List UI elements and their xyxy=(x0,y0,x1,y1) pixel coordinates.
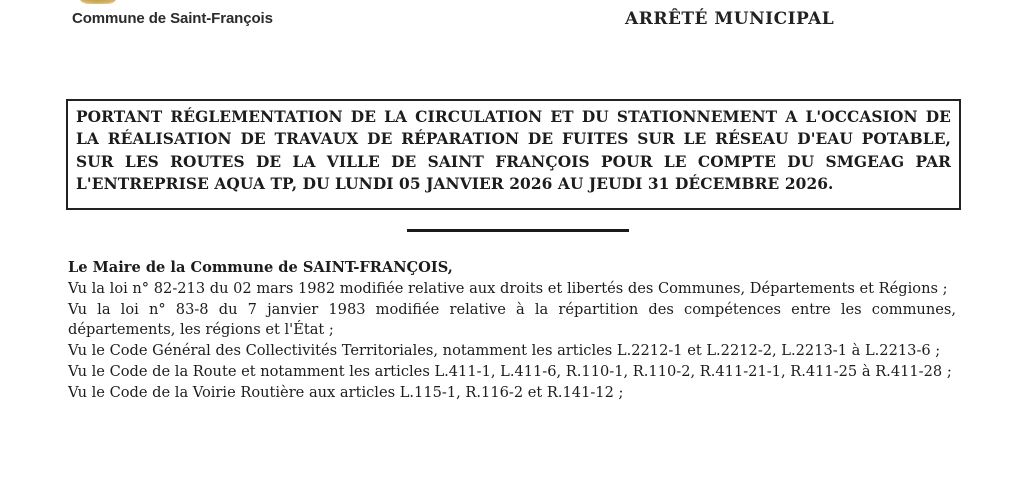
commune-name: Commune de Saint-François xyxy=(72,10,273,27)
document-title: PORTANT RÉGLEMENTATION DE LA CIRCULATION ET DU STATIONNEMENT A L'OCCASION DE LA RÉALISATION DE TRAVAUX DE RÉPARATION DE FUITES SUR LE RÉSEAU D'EAU POTABLE, SUR LES ROUTES DE LA VILLE DE SAINT FRANÇOIS POUR LE COMPTE DU SMGEAG PAR L'ENTREPRISE AQUA TP, DU LUNDI 05 JANVIER 2026 AU JEUDI 31 DÉCEMBRE 2026. xyxy=(76,108,951,194)
document-type: ARRÊTÉ MUNICIPAL xyxy=(625,9,835,29)
consideration-item: Vu le Code de la Route et notamment les articles L.411-1, L.411-6, R.110-1, R.110-2, R.411-21-1, R.411-25 à R.411-28 ; xyxy=(68,362,952,380)
consideration-item: Vu le Code de la Voirie Routière aux articles L.115-1, R.116-2 et R.141-12 ; xyxy=(68,383,624,401)
separator-rule xyxy=(407,229,629,232)
commune-logo xyxy=(78,0,118,4)
consideration-item: Vu le Code Général des Collectivités Territoriales, notamment les articles L.2212-1 et L.2212-2, L.2213-1 à L.2213-6 ; xyxy=(68,342,941,360)
consideration-item: Vu la loi n° 82-213 du 02 mars 1982 modifiée relative aux droits et libertés des Communes, Départements et Régions ; xyxy=(68,279,948,297)
title-box xyxy=(66,99,961,210)
mayor-line: Le Maire de la Commune de SAINT-FRANÇOIS, xyxy=(68,259,453,276)
document-body xyxy=(68,258,956,404)
consideration-item: Vu la loi n° 83-8 du 7 janvier 1983 modifiée relative à la répartition des compétences entre les communes, départements, les régions et l'État ; xyxy=(68,300,956,339)
